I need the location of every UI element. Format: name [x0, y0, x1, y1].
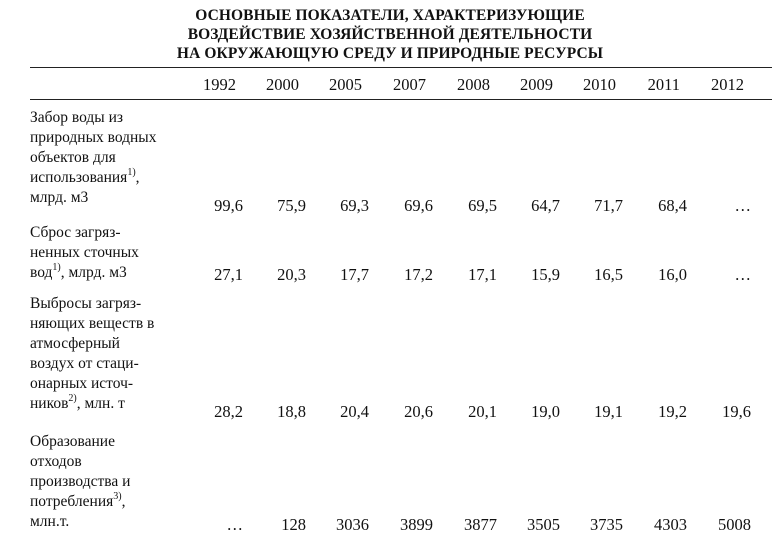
- table-cell: 17,1: [468, 265, 497, 284]
- table-cell: 20,6: [404, 402, 433, 421]
- year-header: 2008: [457, 75, 490, 94]
- table-cell: 19,1: [594, 402, 623, 421]
- table-cell: 99,6: [214, 196, 243, 215]
- table-cell: 20,1: [468, 402, 497, 421]
- table-cell: 3505: [527, 515, 560, 534]
- table-cell: 69,3: [340, 196, 369, 215]
- table-cell: 27,1: [214, 265, 243, 284]
- table-cell: 75,9: [277, 196, 306, 215]
- table-cell: …: [734, 265, 751, 284]
- table-cell: 17,2: [404, 265, 433, 284]
- year-header: 2007: [393, 75, 426, 94]
- year-header: 1992: [203, 75, 236, 94]
- table-cell: 68,4: [658, 196, 687, 215]
- table-cell: 19,0: [531, 402, 560, 421]
- table-cell: 3899: [400, 515, 433, 534]
- table-cell: 28,2: [214, 402, 243, 421]
- table-cell: …: [734, 196, 751, 215]
- table-cell: 19,6: [722, 402, 751, 421]
- table-cell: 128: [281, 515, 306, 534]
- table-cell: 69,5: [468, 196, 497, 215]
- title-line-3: НА ОКРУЖАЮЩУЮ СРЕДУ И ПРИРОДНЫЕ РЕСУРСЫ: [176, 45, 604, 62]
- table-cell: 18,8: [277, 402, 306, 421]
- year-header: 2009: [520, 75, 553, 94]
- table-cell: 20,4: [340, 402, 369, 421]
- row-label-wastewater-discharge: Сброс загряз- ненных сточных вод$^{1)}$, млрд. м3: [30, 224, 139, 281]
- table-cell: 15,9: [531, 265, 560, 284]
- year-header: 2010: [583, 75, 616, 94]
- year-header: 2000: [266, 75, 299, 94]
- row-label-waste-generation: Образование отходов производства и потребления$^{3)}$, млн.т.: [30, 433, 131, 530]
- header-bottom-rule: [30, 99, 772, 100]
- row-label-water-withdrawal: Забор воды из природных водных объектов для использования$^{1)}$, млрд. м3: [30, 109, 157, 206]
- year-header: 2005: [329, 75, 362, 94]
- table-cell: 3735: [590, 515, 623, 534]
- table-cell: 5008: [718, 515, 751, 534]
- table-cell: 71,7: [594, 196, 623, 215]
- table-cell: 3036: [336, 515, 369, 534]
- table-cell: 19,2: [658, 402, 687, 421]
- table-cell: 69,6: [404, 196, 433, 215]
- year-header: 2011: [647, 75, 680, 94]
- year-header: 2012: [711, 75, 744, 94]
- table-cell: 16,0: [658, 265, 687, 284]
- table-cell: …: [226, 515, 243, 534]
- table-cell: 3877: [464, 515, 497, 534]
- title-line-1: ОСНОВНЫЕ ПОКАЗАТЕЛИ, ХАРАКТЕРИЗУЮЩИЕ: [195, 7, 585, 24]
- header-top-rule: [30, 67, 772, 68]
- table-cell: 4303: [654, 515, 687, 534]
- table-cell: 64,7: [531, 196, 560, 215]
- title-line-2: ВОЗДЕЙСТВИЕ ХОЗЯЙСТВЕННОЙ ДЕЯТЕЛЬНОСТИ: [187, 26, 593, 43]
- table-cell: 17,7: [340, 265, 369, 284]
- table-title: [0, 6, 780, 63]
- table-cell: 16,5: [594, 265, 623, 284]
- row-label-air-emissions: Выбросы загряз- няющих веществ в атмосферный воздух от стаци- онарных источ- ников$^{2)}$, млн. т: [30, 295, 155, 412]
- table-cell: 20,3: [277, 265, 306, 284]
